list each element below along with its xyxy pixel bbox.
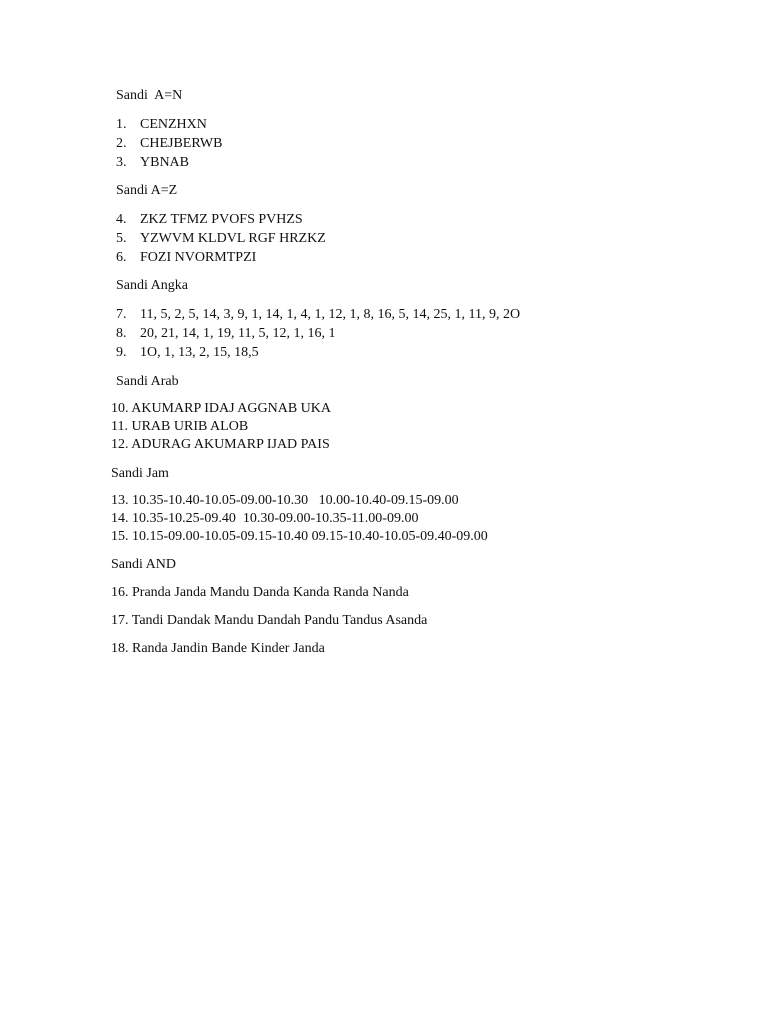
list-item: 14. 10.35-10.25-09.40 10.30-09.00-10.35-11.00-09.00 <box>111 511 419 526</box>
item-number: 4. <box>116 212 127 227</box>
list-item: 15. 10.15-09.00-10.05-09.15-10.40 09.15-10.40-10.05-09.40-09.00 <box>111 529 488 544</box>
item-number: 9. <box>116 345 127 360</box>
item-number: 6. <box>116 250 127 265</box>
item-number: 7. <box>116 307 127 322</box>
list-item: 17. Tandi Dandak Mandu Dandah Pandu Tandus Asanda <box>111 613 428 628</box>
item-number: 1. <box>116 117 127 132</box>
list-item: 11. URAB URIB ALOB <box>111 419 249 434</box>
item-number: 2. <box>116 136 127 151</box>
list-item: 13. 10.35-10.40-10.05-09.00-10.30 10.00-10.40-09.15-09.00 <box>111 493 459 508</box>
heading-sandi-an: Sandi A=N <box>116 88 183 103</box>
item-number: 8. <box>116 326 127 341</box>
heading-sandi-and: Sandi AND <box>111 557 176 572</box>
heading-sandi-arab: Sandi Arab <box>116 374 179 389</box>
heading-sandi-az: Sandi A=Z <box>116 183 178 198</box>
item-number: 3. <box>116 155 127 170</box>
list-item: 18. Randa Jandin Bande Kinder Janda <box>111 641 325 656</box>
list-item: 16. Pranda Janda Mandu Danda Kanda Randa Nanda <box>111 585 409 600</box>
item-text: CENZHXN <box>140 117 207 132</box>
list-item: 10. AKUMARP IDAJ AGGNAB UKA <box>111 401 332 416</box>
item-text: 1O, 1, 13, 2, 15, 18,5 <box>140 345 259 360</box>
item-number: 5. <box>116 231 127 246</box>
item-text: YBNAB <box>140 155 190 170</box>
heading-sandi-angka: Sandi Angka <box>116 278 188 293</box>
item-text: ZKZ TFMZ PVOFS PVHZS <box>140 212 303 227</box>
list-item: 12. ADURAG AKUMARP IJAD PAIS <box>111 437 330 452</box>
item-text: 20, 21, 14, 1, 19, 11, 5, 12, 1, 16, 1 <box>140 326 336 341</box>
item-text: CHEJBERWB <box>140 136 223 151</box>
heading-sandi-jam: Sandi Jam <box>111 466 169 481</box>
item-text: FOZI NVORMTPZI <box>140 250 257 265</box>
item-text: 11, 5, 2, 5, 14, 3, 9, 1, 14, 1, 4, 1, 12, 1, 8, 16, 5, 14, 25, 1, 11, 9, 2O <box>140 307 521 322</box>
item-text: YZWVM KLDVL RGF HRZKZ <box>140 231 326 246</box>
